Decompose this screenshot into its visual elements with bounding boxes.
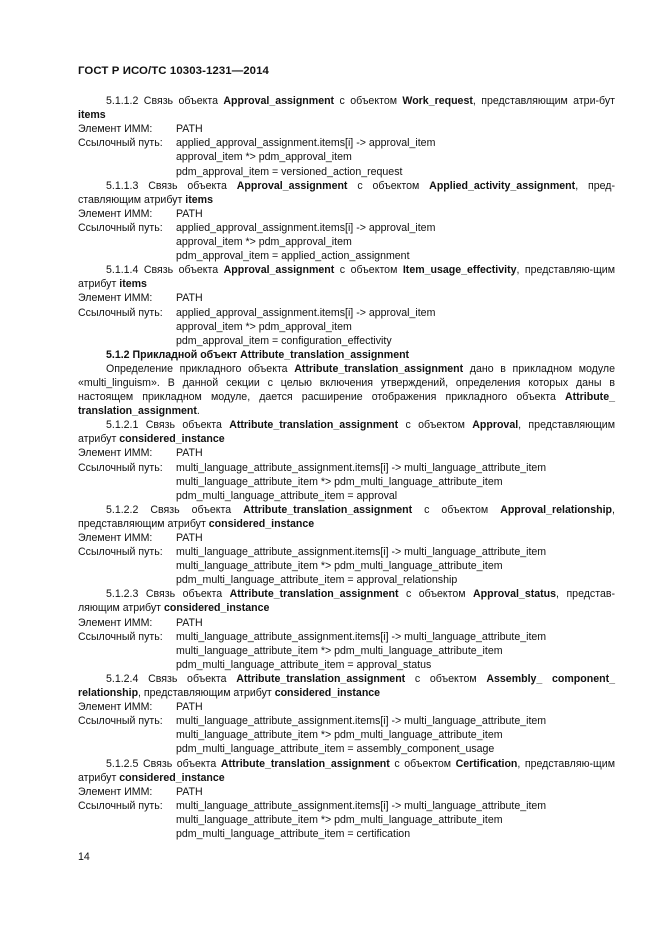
ref-path-line: approval_item *> pdm_approval_item [176, 236, 352, 249]
ref-path-label: Ссылочный путь: [78, 799, 163, 812]
definition-text: . [196, 405, 200, 418]
element-value: PATH [176, 785, 203, 798]
element-label: Элемент ИММ: [78, 207, 153, 220]
clause-text: , представляющим атрибут [138, 687, 275, 700]
ref-path-line: multi_language_attribute_assignment.items[i] -> multi_language_attribute_item [176, 546, 547, 559]
ref-path-label: Ссылочный путь: [78, 546, 163, 559]
clause-text: с объектом [389, 757, 456, 770]
ref-path-line: pdm_approval_item = versioned_action_request [176, 165, 403, 178]
clause-text: , представляющим атрибут [78, 503, 615, 530]
ref-path-line: pdm_multi_language_attribute_item = approval_relationship [176, 574, 458, 587]
document-page [78, 64, 615, 841]
element-row [78, 291, 615, 305]
clause-text: , представляю-щим атрибут [78, 757, 615, 784]
ref-path-line: multi_language_attribute_assignment.items[i] -> multi_language_attribute_item [176, 715, 547, 728]
element-row [78, 446, 615, 460]
mapping-title [78, 672, 615, 700]
clause-text: с объектом [405, 672, 487, 685]
element-label: Элемент ИММ: [78, 785, 153, 798]
ref-path-line: multi_language_attribute_item *> pdm_multi_language_attribute_item [176, 729, 503, 742]
definition-object: Attribute_ translation_assignment [78, 391, 615, 418]
target-object: Work_request [402, 95, 473, 108]
ref-path-label: Ссылочный путь: [78, 630, 163, 643]
ref-path-line: applied_approval_assignment.items[i] -> approval_item [176, 221, 436, 234]
ref-path-line: pdm_multi_language_attribute_item = certification [176, 827, 411, 840]
clause-text: 5.1.1.3 Связь объекта [106, 179, 237, 192]
clause-text: , представляющим атрибут [78, 419, 615, 446]
ref-path-line: pdm_multi_language_attribute_item = assembly_component_usage [176, 743, 495, 756]
ref-path-line: pdm_approval_item = applied_action_assignment [176, 250, 410, 263]
ref-path-line: multi_language_attribute_item *> pdm_multi_language_attribute_item [176, 644, 503, 657]
ref-path-line: pdm_multi_language_attribute_item = approval [176, 489, 398, 502]
clause-text: с объектом [334, 95, 403, 108]
section-title: Прикладной объект Attribute_translation_assignment [132, 348, 410, 361]
clause-text: , представляю-щим атрибут [78, 264, 615, 291]
clause-text: с объектом [412, 503, 501, 516]
element-row [78, 700, 615, 714]
element-value: PATH [176, 616, 203, 629]
ref-path-label: Ссылочный путь: [78, 461, 163, 474]
ref-path-label: Ссылочный путь: [78, 715, 163, 728]
ref-path-row [78, 714, 615, 728]
mapping-title [78, 179, 615, 207]
element-label: Элемент ИММ: [78, 123, 153, 136]
clause-text: , представляющим атри-бут [472, 95, 616, 108]
mapping-title [78, 418, 615, 446]
element-label: Элемент ИММ: [78, 447, 153, 460]
clause-text: с объектом [334, 264, 403, 277]
clause-text: 5.1.2.1 Связь объекта [106, 419, 230, 432]
element-row [78, 616, 615, 630]
source-object: Attribute_translation_assignment [236, 672, 406, 685]
target-object: Approval_status [473, 588, 557, 601]
source-object: Attribute_translation_assignment [243, 503, 413, 516]
source-object: Attribute_translation_assignment [220, 757, 390, 770]
source-object: Approval_assignment [223, 95, 335, 108]
element-label: Элемент ИММ: [78, 292, 153, 305]
definition-paragraph [78, 362, 615, 418]
attribute-name: considered_instance [163, 602, 270, 615]
mapping-title [78, 503, 615, 531]
element-row [78, 207, 615, 221]
attribute-name: considered_instance [119, 771, 225, 784]
ref-path-row [78, 799, 615, 813]
attribute-name: considered_instance [208, 517, 315, 530]
element-row [78, 785, 615, 799]
mapping-title [78, 94, 615, 122]
element-value: PATH [176, 123, 203, 136]
element-value: PATH [176, 532, 203, 544]
attribute-name: items [78, 109, 106, 122]
mapping-title [78, 757, 615, 785]
attribute-name: items [119, 278, 147, 291]
clause-text: 5.1.1.4 Связь объекта [106, 264, 224, 277]
ref-path-row [78, 136, 615, 150]
definition-text: дано в прикладном модуле «multi_linguism». В данной секции с целью включения утверждений, определения которых даны в настоящем прикладном модуле, дается расширение отображения прикладного объекта [78, 362, 615, 404]
source-object: Attribute_translation_assignment [229, 419, 399, 432]
element-label: Элемент ИММ: [78, 701, 153, 714]
ref-path-line: approval_item *> pdm_approval_item [176, 320, 352, 333]
ref-path-label: Ссылочный путь: [78, 306, 163, 319]
ref-path-line: multi_language_attribute_assignment.items[i] -> multi_language_attribute_item [176, 630, 547, 643]
ref-path-row [78, 630, 615, 644]
element-label: Элемент ИММ: [78, 532, 153, 544]
definition-text: Определение прикладного объекта [106, 362, 295, 375]
ref-path-line: pdm_approval_item = configuration_effectivity [176, 334, 392, 347]
ref-path-label: Ссылочный путь: [78, 221, 163, 234]
ref-path-line: multi_language_attribute_item *> pdm_multi_language_attribute_item [176, 813, 503, 826]
element-row [78, 531, 615, 545]
clause-text: 5.1.1.2 Связь объекта [106, 95, 224, 108]
clause-text: 5.1.2.4 Связь объекта [106, 672, 237, 685]
ref-path-line: approval_item *> pdm_approval_item [176, 151, 352, 164]
clause-text: с объектом [398, 419, 473, 432]
attribute-name: considered_instance [119, 433, 225, 446]
ref-path-line: multi_language_attribute_item *> pdm_multi_language_attribute_item [176, 560, 503, 573]
target-object: Applied_activity_assignment [429, 179, 576, 192]
ref-path-row [78, 545, 615, 559]
clause-text: с объектом [347, 179, 430, 192]
ref-path-row [78, 221, 615, 235]
element-label: Элемент ИММ: [78, 616, 153, 629]
document-body [78, 94, 615, 841]
ref-path-row [78, 461, 615, 475]
target-object: Approval_relationship [500, 503, 613, 516]
clause-text: , представ-ляющим атрибут [78, 588, 615, 615]
mapping-title [78, 587, 615, 615]
source-object: Approval_assignment [236, 179, 348, 192]
clause-text: 5.1.2.3 Связь объекта [106, 588, 230, 601]
section-number: 5.1.2 [106, 348, 130, 361]
element-value: PATH [176, 701, 203, 714]
document-header: ГОСТ Р ИСО/ТС 10303-1231—2014 [78, 65, 269, 77]
section-heading [78, 348, 615, 362]
attribute-name: items [185, 193, 213, 206]
page-number: 14 [78, 851, 90, 863]
ref-path-line: multi_language_attribute_item *> pdm_multi_language_attribute_item [176, 475, 503, 488]
ref-path-line: applied_approval_assignment.items[i] -> approval_item [176, 306, 436, 319]
element-value: PATH [176, 292, 203, 305]
mapping-title [78, 263, 615, 291]
ref-path-row [78, 306, 615, 320]
source-object: Approval_assignment [223, 264, 335, 277]
ref-path-line: applied_approval_assignment.items[i] -> approval_item [176, 137, 436, 150]
attribute-name: considered_instance [274, 687, 381, 700]
clause-text: 5.1.2.5 Связь объекта [106, 757, 221, 770]
target-object: Item_usage_effectivity [402, 264, 517, 277]
ref-path-line: pdm_multi_language_attribute_item = approval_status [176, 658, 432, 671]
target-object: Certification [455, 757, 518, 770]
element-value: PATH [176, 447, 203, 460]
element-row [78, 122, 615, 136]
clause-text: с объектом [398, 588, 474, 601]
target-object: Assembly_ component_ relationship [78, 672, 615, 700]
source-object: Attribute_translation_assignment [229, 588, 399, 601]
ref-path-label: Ссылочный путь: [78, 137, 163, 150]
clause-text: 5.1.2.2 Связь объекта [106, 503, 244, 516]
ref-path-line: multi_language_attribute_assignment.items[i] -> multi_language_attribute_item [176, 461, 547, 474]
clause-text: , пред-ставляющим атрибут [78, 179, 615, 206]
element-value: PATH [176, 207, 203, 220]
definition-object: Attribute_translation_assignment [294, 362, 464, 375]
ref-path-line: multi_language_attribute_assignment.items[i] -> multi_language_attribute_item [176, 799, 547, 812]
target-object: Approval [472, 419, 519, 432]
